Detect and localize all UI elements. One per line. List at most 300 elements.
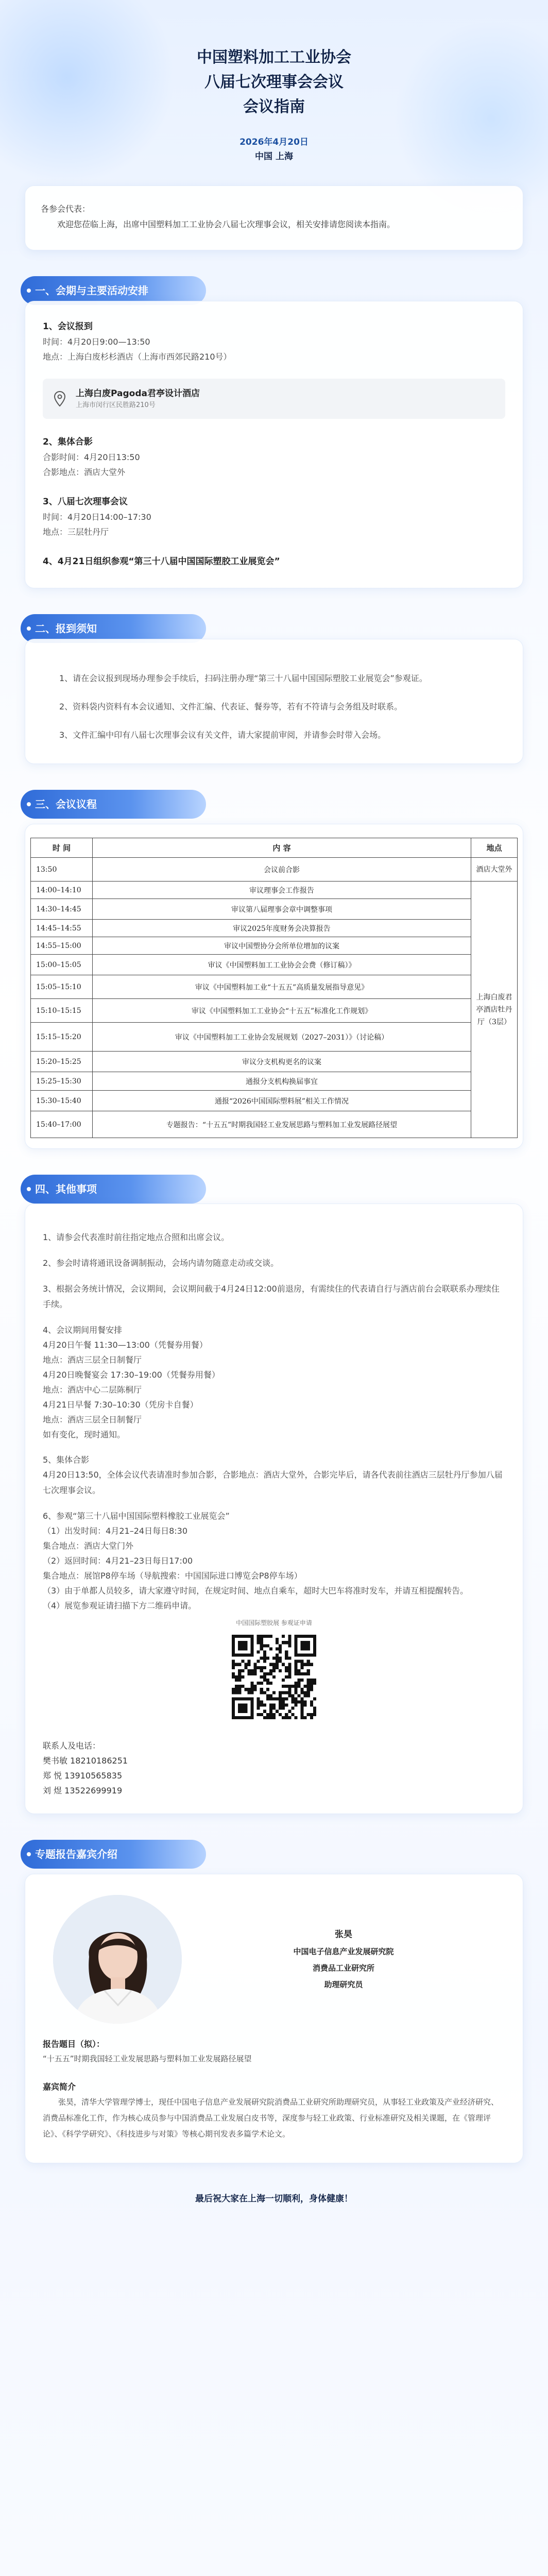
qr-module — [313, 1713, 316, 1716]
qr-module — [250, 1697, 253, 1719]
qr-module — [288, 1716, 291, 1719]
agenda-row — [31, 955, 518, 975]
qr-module — [301, 1710, 304, 1713]
qr-module — [298, 1660, 301, 1663]
qr-module — [279, 1660, 282, 1663]
qr-module — [288, 1644, 291, 1647]
qr-module — [263, 1704, 266, 1707]
detail-line: 地点：酒店中心二层陈桐厅 — [43, 1385, 142, 1395]
qr-module — [244, 1663, 247, 1666]
page-title — [0, 45, 548, 120]
intro-card — [25, 185, 523, 250]
qr-module — [307, 1660, 310, 1663]
qr-module — [241, 1675, 244, 1679]
qr-module — [238, 1688, 241, 1691]
qr-module — [276, 1697, 279, 1700]
qr-module — [260, 1682, 263, 1685]
section-header-agenda — [21, 790, 527, 819]
qr-module — [310, 1679, 313, 1682]
qr-module — [260, 1701, 263, 1704]
qr-module — [260, 1675, 263, 1679]
qr-module — [269, 1669, 272, 1672]
title-line-1: 中国塑料加工工业协会 — [197, 48, 351, 66]
detail-line: 集合地点：展馆P8停车场（导航搜索：中国国际进口博览会P8停车场） — [43, 1571, 302, 1581]
qr-module — [307, 1682, 310, 1685]
qr-module — [263, 1666, 266, 1669]
qr-module — [272, 1666, 276, 1669]
schedule-card — [25, 301, 523, 588]
qr-module — [288, 1694, 291, 1697]
qr-module — [294, 1669, 297, 1672]
agenda-row — [31, 1072, 518, 1091]
qr-module — [260, 1691, 263, 1694]
qr-module — [232, 1697, 235, 1719]
topic-label: 报告题目（拟）： — [43, 2039, 105, 2049]
qr-module — [285, 1697, 288, 1700]
agenda-content: 审议《中国塑料加工工业协会会费（修订稿）》 — [93, 955, 471, 975]
qr-module — [263, 1635, 266, 1638]
qr-module — [269, 1707, 272, 1710]
qr-module — [269, 1713, 272, 1716]
qr-module — [301, 1704, 304, 1707]
qr-module — [285, 1641, 288, 1644]
qr-module — [269, 1697, 272, 1700]
qr-module — [269, 1716, 272, 1719]
qr-module — [276, 1710, 279, 1713]
qr-module — [301, 1688, 304, 1691]
qr-module — [250, 1685, 253, 1688]
detail-line: 4月21日早餐 7:30–10:30（凭房卡自餐） — [43, 1400, 198, 1410]
note-item: 2、资料袋内资料有本会议通知、文件汇编、代表证、餐券等，若有不符请与会务组及时联系。 — [59, 702, 403, 711]
qr-module — [266, 1713, 269, 1716]
qr-module — [288, 1685, 291, 1688]
qr-module — [294, 1666, 297, 1669]
item-title: 3、八届七次理事会议 — [43, 497, 128, 507]
closing-message: 最后祝大家在上海一切顺利，身体健康！ — [195, 2194, 353, 2204]
venue-address: 上海市闵行区民胜路210号 — [76, 401, 156, 409]
contact-item[interactable]: 刘 煜 13522699919 — [43, 1786, 123, 1795]
detail-line: 如有变化，现时通知。 — [43, 1430, 126, 1439]
qr-module — [272, 1675, 276, 1679]
qr-module — [288, 1710, 291, 1713]
qr-module — [282, 1663, 285, 1666]
agenda-location: 上海白废君亭酒店牡丹厅（3层） — [471, 882, 518, 1138]
qr-module — [238, 1663, 241, 1666]
qr-module — [254, 1672, 257, 1675]
qr-module — [263, 1672, 266, 1675]
qr-module — [269, 1682, 272, 1685]
other-matters-card — [25, 1204, 523, 1814]
qr-module — [279, 1704, 282, 1707]
qr-module — [269, 1635, 272, 1638]
qr-module — [235, 1691, 238, 1694]
qr-block — [43, 1617, 505, 1725]
agenda-header-row — [31, 838, 518, 858]
qr-module — [247, 1672, 250, 1675]
venue-name: 上海白废Pagoda君亭设计酒店 — [76, 388, 200, 399]
agenda-content: 专题报告：“十五五”时期我国轻工业发展思路与塑料加工业发展路径展望 — [93, 1111, 471, 1138]
qr-module — [279, 1697, 282, 1700]
qr-module — [282, 1679, 285, 1682]
qr-module — [291, 1713, 294, 1716]
qr-module — [301, 1713, 304, 1716]
agenda-time: 15:05–15:10 — [31, 975, 93, 999]
qr-module — [285, 1675, 288, 1679]
agenda-time: 15:25–15:30 — [31, 1072, 93, 1091]
section-dot-icon — [27, 1187, 31, 1191]
qr-module — [235, 1675, 238, 1679]
qr-module — [313, 1682, 316, 1685]
qr-module — [301, 1641, 310, 1650]
section-header-other — [21, 1175, 527, 1204]
qr-module — [304, 1716, 307, 1719]
item-line: 地点：三层牡丹厅 — [43, 527, 109, 537]
qr-module — [266, 1682, 269, 1685]
item-line: 时间：4月20日9:00—13:50 — [43, 337, 150, 347]
title-line-3: 会议指南 — [243, 98, 305, 116]
detail-line: （1）出发时间：4月21–24日每日8:30 — [43, 1526, 188, 1536]
qr-module — [232, 1675, 235, 1679]
qr-module — [266, 1644, 269, 1647]
detail-line: （4）展览参观证请扫描下方二维码申请。 — [43, 1601, 197, 1611]
qr-module — [279, 1647, 282, 1650]
agenda-row — [31, 975, 518, 999]
agenda-content: 审议2025年度财务会决算报告 — [93, 920, 471, 937]
qr-module — [241, 1669, 244, 1672]
qr-module — [279, 1691, 282, 1694]
qr-module — [294, 1653, 316, 1656]
qr-module — [288, 1638, 291, 1641]
agenda-card — [25, 824, 523, 1149]
qr-module — [282, 1716, 285, 1719]
qr-module — [263, 1653, 266, 1656]
qr-module — [310, 1682, 313, 1685]
qr-module — [276, 1638, 279, 1641]
qr-module — [310, 1688, 313, 1691]
qr-module — [254, 1666, 257, 1669]
qr-module — [260, 1641, 263, 1644]
other-item: 2、参会时请将通讯设备调制振动，会场内请勿随意走动或交谈。 — [43, 1258, 279, 1268]
qr-code[interactable] — [229, 1632, 319, 1722]
item-title: 4、4月21日组织参观“第三十八届中国国际塑胶工业展览会” — [43, 556, 280, 567]
schedule-item-visit — [43, 554, 505, 569]
qr-module — [260, 1635, 263, 1638]
qr-module — [241, 1660, 244, 1663]
speaker-title: 消费品工业研究所 — [312, 1963, 374, 1973]
qr-module — [304, 1685, 307, 1688]
meeting-place: 中国 上海 — [255, 151, 293, 162]
detail-line: （3）由于单都人员较多，请大家遵守时间，在规定时间、地点自乘车，超时大巴车将准时发车，并请互相提醒转告。 — [43, 1586, 469, 1596]
qr-module — [263, 1710, 266, 1713]
intro-greeting: 各参会代表： — [41, 204, 91, 214]
other-item: 1、请参会代表准时前往指定地点合照和出席会议。 — [43, 1232, 230, 1242]
qr-module — [301, 1707, 304, 1710]
qr-module — [266, 1672, 269, 1675]
qr-module — [288, 1672, 291, 1675]
agenda-time: 13:50 — [31, 858, 93, 882]
qr-module — [279, 1713, 282, 1716]
schedule-item-meeting — [43, 494, 505, 539]
qr-module — [291, 1694, 294, 1697]
qr-module — [269, 1647, 272, 1650]
qr-caption: 中国国际塑胶展 参观证申请 — [236, 1619, 312, 1626]
qr-module — [304, 1663, 307, 1666]
qr-module — [235, 1663, 238, 1666]
qr-module — [254, 1669, 257, 1672]
item-title: 1、会议报到 — [43, 321, 93, 332]
qr-module — [304, 1704, 307, 1707]
agenda-row — [31, 920, 518, 937]
qr-module — [232, 1635, 253, 1638]
qr-module — [301, 1701, 304, 1704]
qr-module — [298, 1679, 301, 1682]
qr-module — [232, 1635, 235, 1656]
qr-module — [257, 1641, 260, 1644]
qr-module — [272, 1657, 276, 1660]
speaker-title: 中国电子信息产业发展研究院 — [293, 1947, 394, 1956]
item-line: 时间：4月20日14:00–17:30 — [43, 512, 151, 522]
qr-module — [260, 1669, 263, 1672]
agenda-time: 14:45–14:55 — [31, 920, 93, 937]
agenda-row — [31, 1091, 518, 1111]
qr-module — [232, 1688, 235, 1691]
qr-module — [250, 1682, 253, 1685]
hero-meta — [0, 135, 548, 164]
qr-module — [304, 1672, 307, 1675]
section-dot-icon — [27, 802, 31, 806]
section-dot-icon — [27, 1852, 31, 1856]
qr-module — [298, 1694, 301, 1697]
agenda-content: 通报分支机构换届事宜 — [93, 1072, 471, 1091]
note-item: 3、文件汇编中印有八届七次理事会议有关文件，请大家提前审阅，并请参会时带入会场。 — [59, 730, 386, 740]
qr-module — [285, 1716, 288, 1719]
qr-module — [294, 1635, 316, 1638]
qr-module — [257, 1704, 260, 1707]
contact-title: 联系人及电话： — [43, 1741, 101, 1751]
qr-module — [257, 1660, 260, 1663]
qr-module — [282, 1697, 285, 1700]
qr-module — [279, 1694, 282, 1697]
qr-module — [285, 1691, 288, 1694]
agenda-content: 审议中国塑协分会所单位增加的议案 — [93, 937, 471, 955]
qr-module — [282, 1707, 285, 1710]
qr-module — [260, 1657, 263, 1660]
qr-module — [269, 1710, 272, 1713]
qr-module — [301, 1691, 304, 1694]
qr-module — [301, 1697, 304, 1700]
qr-module — [294, 1682, 297, 1685]
qr-module — [291, 1707, 294, 1710]
qr-module — [288, 1663, 291, 1666]
detail-line: 地点：酒店三层全日制餐厅 — [43, 1415, 142, 1425]
item-line: 地点：上海白废杉杉酒店（上海市西郊民路210号） — [43, 352, 232, 362]
qr-module — [250, 1672, 253, 1675]
qr-module — [257, 1713, 260, 1716]
qr-module — [285, 1657, 288, 1660]
qr-module — [313, 1679, 316, 1682]
qr-module — [288, 1657, 291, 1660]
qr-module — [285, 1713, 288, 1716]
qr-module — [266, 1694, 269, 1697]
qr-module — [301, 1679, 304, 1682]
qr-module — [232, 1666, 235, 1669]
item-line: 合影地点：酒店大堂外 — [43, 467, 126, 477]
qr-module — [291, 1697, 294, 1700]
qr-module — [263, 1644, 266, 1647]
qr-module — [260, 1647, 263, 1650]
qr-module — [266, 1679, 269, 1682]
qr-module — [294, 1704, 297, 1707]
qr-module — [263, 1716, 266, 1719]
speaker-header — [43, 1895, 505, 2024]
section-title: 一、会期与主要活动安排 — [35, 284, 148, 297]
agenda-time: 15:30–15:40 — [31, 1091, 93, 1111]
qr-module — [301, 1663, 304, 1666]
qr-module — [307, 1694, 310, 1697]
qr-module — [257, 1701, 260, 1704]
agenda-header-content: 内 容 — [93, 838, 471, 858]
contact-item[interactable]: 樊书敏 18210186251 — [43, 1756, 128, 1766]
contact-item[interactable]: 郑 悦 13910565835 — [43, 1771, 123, 1781]
qr-module — [266, 1657, 269, 1660]
detail-line: 集合地点：酒店大堂门外 — [43, 1541, 134, 1551]
bio-text: 张昊，清华大学管理学博士，现任中国电子信息产业发展研究院消费品工业研究所助理研究员，从事轻工业政策及产业经济研究、消费品标准化工作，作为核心成员参与中国消费品工业发展白皮书等，深度参与轻工业政策、行业标准研究及相关课题，在《管理评论》、《科学学研究》、《科技进步与对策》等核心期刊发表多篇学术论文。 — [43, 2097, 499, 2139]
agenda-time: 15:20–15:25 — [31, 1052, 93, 1072]
qr-module — [272, 1691, 276, 1694]
qr-module — [307, 1713, 310, 1716]
qr-module — [269, 1672, 272, 1675]
agenda-time: 14:55–15:00 — [31, 937, 93, 955]
agenda-content: 会议前合影 — [93, 858, 471, 882]
qr-module — [279, 1650, 282, 1653]
agenda-row — [31, 999, 518, 1023]
qr-module — [232, 1660, 235, 1663]
speaker-title: 助理研究员 — [324, 1980, 363, 1989]
qr-module — [244, 1666, 247, 1669]
qr-module — [260, 1644, 263, 1647]
qr-module — [232, 1663, 235, 1666]
photo-body: 4月20日13:50，全体会议代表请准时参加合影，合影地点：酒店大堂外，合影完毕后，请各代表前往酒店三层牡丹厅参加八届七次理事会议。 — [43, 1470, 503, 1495]
agenda-content: 通报“2026中国国际塑料展”相关工作情况 — [93, 1091, 471, 1111]
qr-module — [282, 1685, 285, 1688]
speaker-info — [182, 1926, 505, 1993]
qr-module — [304, 1694, 307, 1697]
qr-module — [294, 1691, 297, 1694]
qr-module — [247, 1663, 250, 1666]
qr-module — [307, 1663, 310, 1666]
qr-module — [238, 1641, 247, 1650]
qr-module — [298, 1685, 301, 1688]
qr-module — [285, 1653, 288, 1656]
agenda-time: 15:00–15:05 — [31, 955, 93, 975]
qr-module — [279, 1701, 282, 1704]
agenda-row — [31, 899, 518, 920]
qr-module — [257, 1697, 260, 1700]
qr-module — [250, 1691, 253, 1694]
agenda-time: 14:00–14:10 — [31, 882, 93, 899]
qr-module — [260, 1638, 263, 1641]
intro-body: 欢迎您莅临上海，出席中国塑料加工工业协会八届七次理事会议，相关安排请您阅读本指南。 — [57, 219, 396, 229]
speaker-avatar — [53, 1895, 182, 2024]
qr-module — [310, 1704, 313, 1707]
topic-text: “十五五”时期我国轻工业发展思路与塑料加工业发展路径展望 — [43, 2054, 252, 2063]
item-line: 合影时间：4月20日13:50 — [43, 452, 140, 462]
qr-module — [266, 1697, 269, 1700]
qr-module — [272, 1669, 276, 1672]
location-pin-icon — [53, 391, 66, 406]
qr-module — [294, 1701, 297, 1704]
photo-title: 5、集体合影 — [43, 1455, 90, 1465]
speaker-name: 张昊 — [335, 1929, 352, 1940]
qr-module — [294, 1635, 297, 1656]
qr-module — [313, 1707, 316, 1710]
qr-module — [307, 1685, 310, 1688]
qr-module — [294, 1716, 297, 1719]
qr-module — [257, 1666, 260, 1669]
qr-module — [282, 1635, 285, 1638]
item-title: 2、集体合影 — [43, 437, 93, 447]
qr-module — [238, 1685, 241, 1688]
qr-module — [272, 1663, 276, 1666]
agenda-row — [31, 882, 518, 899]
qr-module — [250, 1688, 253, 1691]
venue-location-card[interactable] — [43, 379, 505, 419]
section-title: 专题报告嘉宾介绍 — [35, 1848, 117, 1860]
qr-module — [257, 1638, 260, 1641]
qr-module — [310, 1685, 313, 1688]
section-header-speaker — [21, 1840, 527, 1869]
qr-module — [291, 1685, 294, 1688]
qr-module — [310, 1716, 313, 1719]
agenda-content: 审议理事会工作报告 — [93, 882, 471, 899]
qr-module — [279, 1669, 282, 1672]
qr-module — [301, 1666, 304, 1669]
qr-module — [288, 1675, 291, 1679]
agenda-row — [31, 858, 518, 882]
agenda-time: 15:15–15:20 — [31, 1023, 93, 1052]
other-item: 3、根据会务统计情况，会议期间，会议期间截于4月24日12:00前退房，有需续住的代表请自行与酒店前台会联联系办理续住手续。 — [43, 1284, 500, 1309]
qr-module — [310, 1701, 313, 1704]
section-title: 三、会议议程 — [35, 798, 97, 810]
agenda-row — [31, 1111, 518, 1138]
qr-module — [279, 1707, 282, 1710]
qr-module — [238, 1675, 241, 1679]
qr-module — [279, 1657, 282, 1660]
qr-module — [285, 1666, 288, 1669]
bio-label: 嘉宾简介 — [43, 2082, 76, 2092]
qr-module — [313, 1697, 316, 1700]
qr-module — [244, 1688, 247, 1691]
agenda-table — [30, 838, 518, 1138]
agenda-header-time: 时 间 — [31, 838, 93, 858]
qr-module — [266, 1688, 269, 1691]
qr-module — [307, 1691, 310, 1694]
qr-module — [276, 1641, 279, 1644]
qr-module — [285, 1650, 288, 1653]
detail-line: 地点：酒店三层全日制餐厅 — [43, 1355, 142, 1365]
qr-module — [254, 1663, 257, 1666]
title-line-2: 八届七次理事会会议 — [204, 73, 344, 91]
qr-module — [310, 1663, 313, 1666]
qr-module — [276, 1666, 279, 1669]
qr-module — [276, 1657, 279, 1660]
qr-module — [310, 1713, 313, 1716]
qr-module — [266, 1635, 269, 1638]
qr-module — [313, 1710, 316, 1713]
qr-module — [285, 1704, 288, 1707]
qr-module — [301, 1672, 304, 1675]
visit-lines — [43, 1523, 505, 1613]
